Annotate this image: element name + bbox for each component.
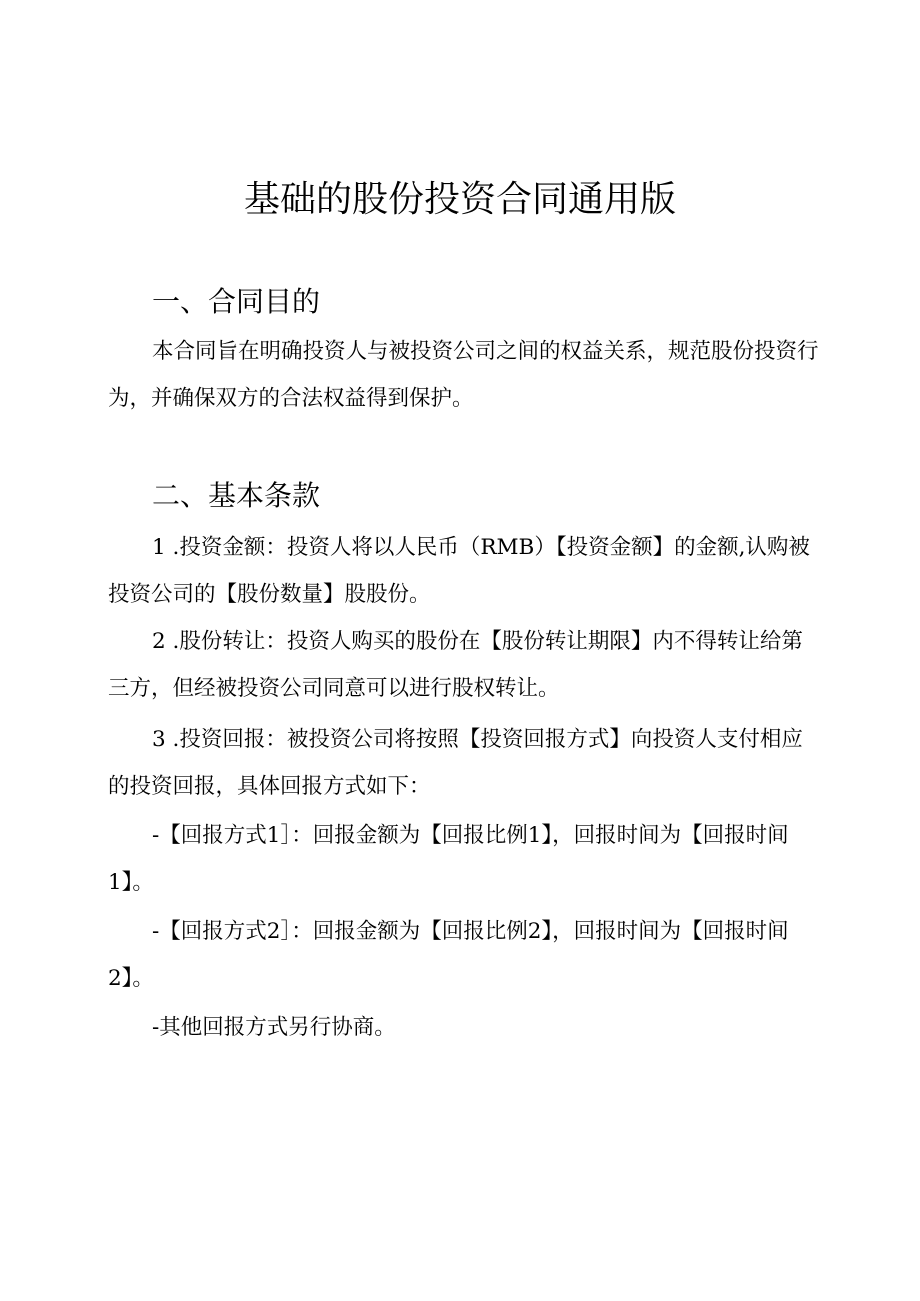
return-method-2: -【回报方式2］：回报金额为【回报比例2】，回报时间为【回报时间2】。 xyxy=(108,919,789,991)
section-heading-purpose: 一、合同目的 xyxy=(152,285,321,318)
document-title: 基础的股份投资合同通用版 xyxy=(243,179,676,220)
section-heading-basic-terms: 二、基本条款 xyxy=(152,479,321,512)
return-method-other: -其他回报方式另行协商。 xyxy=(152,1015,396,1040)
clause-investment-amount: 1 .投资金额：投资人将以人民币（RMB）【投资金额】的金额,认购被投资公司的【股份数量】股股份。 xyxy=(108,535,810,607)
return-method-1: -【回报方式1］：回报金额为【回报比例1】，回报时间为【回报时间1】。 xyxy=(108,823,789,895)
clause-investment-return: 3 .投资回报：被投资公司将按照【投资回报方式】向投资人支付相应的投资回报，具体回报方式如下： xyxy=(108,727,803,799)
clause-share-transfer: 2 .股份转让：投资人购买的股份在【股份转让期限】内不得转让给第三方，但经被投资公司同意可以进行股权转让。 xyxy=(108,629,803,701)
paragraph-purpose: 本合同旨在明确投资人与被投资公司之间的权益关系，规范股份投资行为，并确保双方的合法权益得到保护。 xyxy=(108,339,819,411)
